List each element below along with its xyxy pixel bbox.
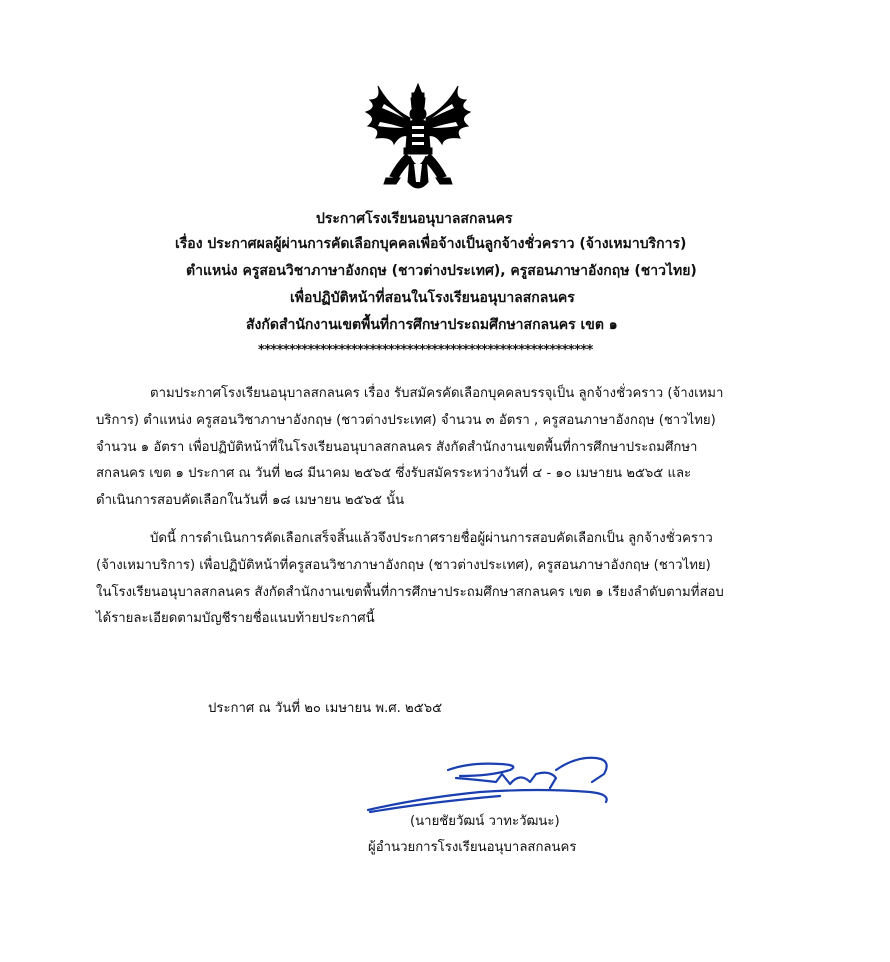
announce-date: ประกาศ ณ วันที่ ๒๐ เมษายน พ.ศ. ๒๕๖๕ [208,701,443,716]
announcement-title: ประกาศโรงเรียนอนุบาลสกลนคร [316,211,513,227]
position-line: ตำแหน่ง ครูสอนวิชาภาษาอังกฤษ (ชาวต่างประเทศ), ครูสอนภาษาอังกฤษ (ชาวไทย) [186,263,697,279]
paragraph-2-line: ได้รายละเอียดตามบัญชีรายชื่อแนบท้ายประกาศนี้ [96,611,375,626]
separator-stars: ****************************************************** [258,343,593,358]
paragraph-2-line: ในโรงเรียนอนุบาลสกลนคร สังกัดสำนักงานเขตพื้นที่การศึกษาประถมศึกษาสกลนคร เขต ๑ เรียงลำดับตามที่สอบ [96,585,724,600]
garuda-emblem-icon [360,78,476,196]
signatory-position: ผู้อำนวยการโรงเรียนอนุบาลสกลนคร [368,840,577,855]
paragraph-1-line: ตามประกาศโรงเรียนอนุบาลสกลนคร เรื่อง รับสมัครคัดเลือกบุคคลบรรจุเป็น ลูกจ้างชั่วคราว (จ้างเหมา [150,386,724,401]
subject-line: เรื่อง ประกาศผลผู้ผ่านการคัดเลือกบุคคลเพื่อจ้างเป็นลูกจ้างชั่วคราว (จ้างเหมาบริการ) [175,236,687,252]
paragraph-1-line: ดำเนินการสอบคัดเลือกในวันที่ ๑๘ เมษายน ๒๕๖๕ นั้น [96,493,405,508]
paragraph-2-line: บัดนี้ การดำเนินการคัดเลือกเสร็จสิ้นแล้วจึงประกาศรายชื่อผู้ผ่านการสอบคัดเลือกเป็น ลูกจ้างชั่วคราว [150,531,713,546]
duty-line: เพื่อปฏิบัติหน้าที่สอนในโรงเรียนอนุบาลสกลนคร [290,290,575,306]
affiliation-line: สังกัดสำนักงานเขตพื้นที่การศึกษาประถมศึกษาสกลนคร เขต ๑ [246,317,618,333]
paragraph-1-line: สกลนคร เขต ๑ ประกาศ ณ วันที่ ๒๘ มีนาคม ๒๕๖๕ ซึ่งรับสมัครระหว่างวันที่ ๔ - ๑๐ เมษายน ๒๕๖๕ และ [96,466,692,481]
paragraph-1-line: บริการ) ตำแหน่ง ครูสอนวิชาภาษาอังกฤษ (ชาวต่างประเทศ) จำนวน ๓ อัตรา , ครูสอนภาษาอังกฤษ (ชาวไทย) [96,413,716,428]
paragraph-1-line: จำนวน ๑ อัตรา เพื่อปฏิบัติหน้าที่ในโรงเรียนอนุบาลสกลนคร สังกัดสำนักงานเขตพื้นที่การศึกษาประถมศึกษา [96,440,698,455]
paragraph-2-line: (จ้างเหมาบริการ) เพื่อปฏิบัติหน้าที่ครูสอนวิชาภาษาอังกฤษ (ชาวต่างประเทศ), ครูสอนภาษาอังกฤษ (ชาวไทย) [96,558,711,573]
signatory-name: (นายชัยวัฒน์ วาทะวัฒนะ) [410,814,560,829]
